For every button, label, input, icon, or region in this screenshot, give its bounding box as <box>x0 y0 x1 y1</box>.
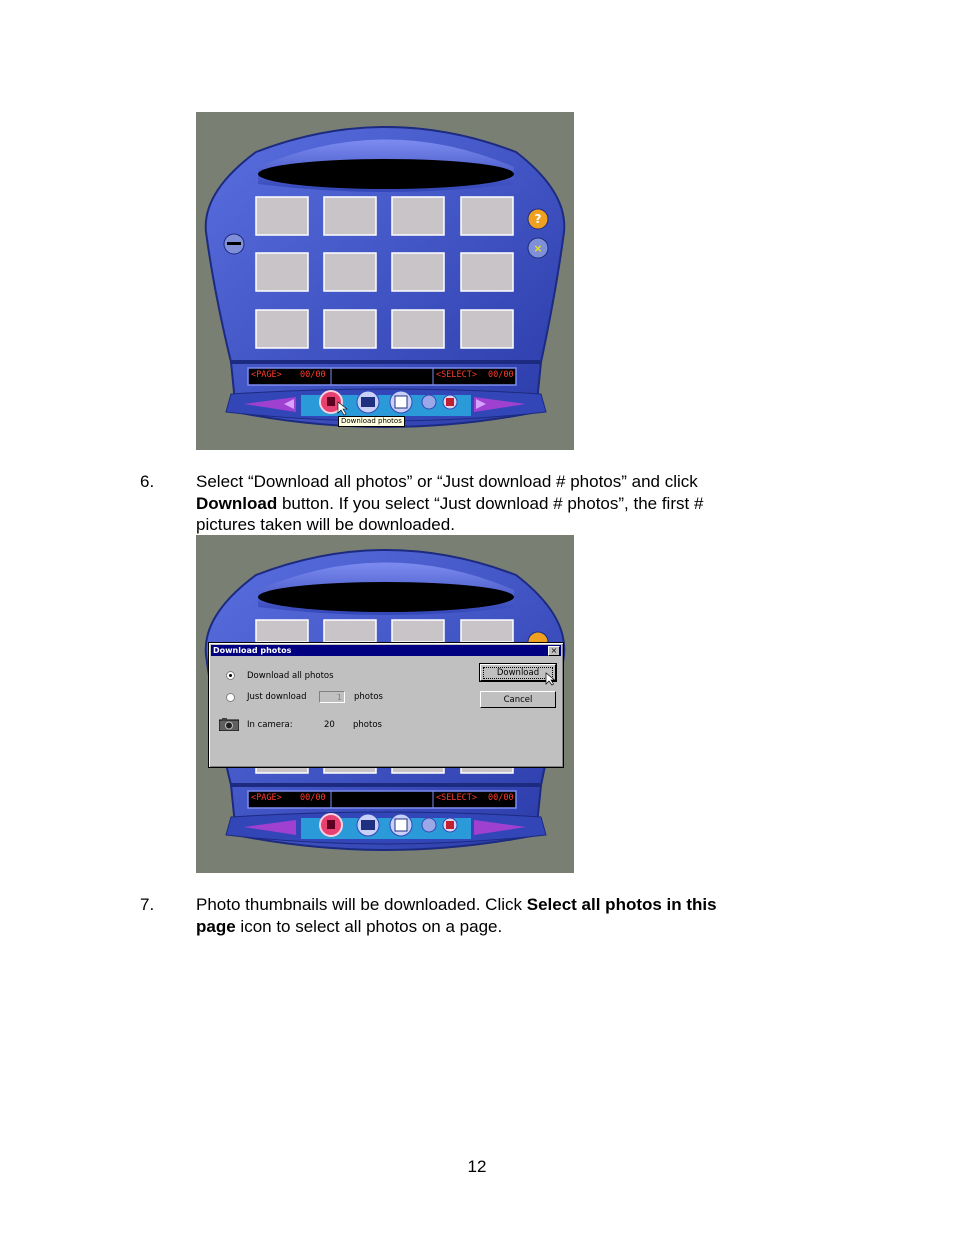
camera-icon <box>219 718 239 731</box>
svg-text:?: ? <box>534 212 542 226</box>
step-7-number: 7. <box>140 895 155 914</box>
viewer-body <box>196 112 574 450</box>
option-just-download-label: Just download <box>247 692 307 702</box>
step-6-line-2-rest: button. If you select “Just download # photos”, the first # <box>277 493 704 513</box>
dialog-title: Download photos <box>211 645 561 656</box>
in-camera-count: 20 <box>324 720 335 730</box>
list-icon <box>422 395 436 409</box>
step-7-bold-select-all: Select all photos in this <box>526 895 717 914</box>
radio-download-all[interactable] <box>226 671 235 680</box>
page-value-2: 00/00 <box>300 793 326 803</box>
page-value: 00/00 <box>300 370 326 380</box>
close-icon[interactable] <box>528 238 548 258</box>
download-photos-dialog <box>208 642 564 768</box>
help-icon[interactable] <box>528 209 548 229</box>
page-label-2: <PAGE> <box>251 793 282 803</box>
step-6-text <box>196 471 816 536</box>
minimize-icon[interactable] <box>224 234 244 254</box>
select-label-2: <SELECT> <box>436 793 477 803</box>
page-label: <PAGE> <box>251 370 282 380</box>
select-value-2: 00/00 <box>488 793 514 803</box>
step-6-bold-download: Download <box>196 493 278 513</box>
select-label: <SELECT> <box>436 370 477 380</box>
cancel-button[interactable]: Cancel <box>480 691 556 708</box>
step-7-line-1-plain: Photo thumbnails will be downloaded. Click <box>196 895 527 914</box>
step-6-line-3: pictures taken will be downloaded. <box>196 515 455 534</box>
step-7-line-1 <box>196 894 816 916</box>
photos-unit-label: photos <box>354 692 383 702</box>
dialog-close-button[interactable]: × <box>548 646 560 656</box>
screenshot-download-dialog <box>196 535 574 873</box>
just-download-count-input[interactable]: 1 <box>319 691 345 703</box>
select-value: 00/00 <box>488 370 514 380</box>
step-6-line-1: Select “Download all photos” or “Just download # photos” and click <box>196 472 698 491</box>
option-download-all-label: Download all photos <box>247 671 334 681</box>
screenshot-photo-viewer <box>196 112 574 450</box>
save-icon[interactable] <box>390 391 412 413</box>
step-7-line-2-rest: icon to select all photos on a page. <box>235 916 503 936</box>
tooltip-download-photos: Download photos <box>338 416 405 427</box>
page-number: 12 <box>467 1157 487 1176</box>
mouse-cursor-2 <box>545 672 555 686</box>
radio-just-download[interactable] <box>226 693 235 702</box>
step-6-line-2 <box>196 493 816 515</box>
download-button-label: Download <box>483 667 553 679</box>
in-camera-unit: photos <box>353 720 382 730</box>
in-camera-label: In camera: <box>247 720 293 730</box>
windows-icon[interactable] <box>357 391 379 413</box>
step-7-line-2 <box>196 916 816 938</box>
step-6-number: 6. <box>140 472 155 491</box>
step-7-text <box>196 894 816 937</box>
svg-text:×: × <box>533 242 543 255</box>
step-7-bold-page: page <box>196 916 236 936</box>
